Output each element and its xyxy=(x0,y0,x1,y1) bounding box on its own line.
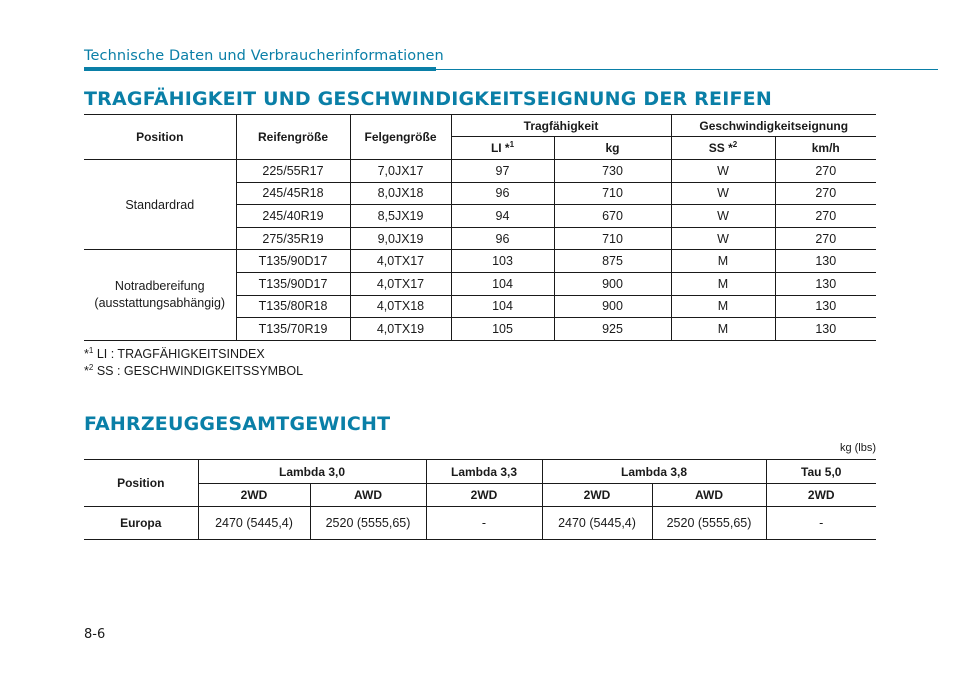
table-cell: 710 xyxy=(554,182,671,205)
table-cell: 900 xyxy=(554,272,671,295)
table-cell: 2520 (5555,65) xyxy=(652,507,766,540)
table-cell: 96 xyxy=(451,182,554,205)
table-cell: 105 xyxy=(451,318,554,341)
table-cell: 270 xyxy=(775,182,876,205)
col-header-kmh: km/h xyxy=(775,137,876,160)
table-cell: 94 xyxy=(451,205,554,228)
footnote-1-text: LI : TRAGFÄHIGKEITSINDEX xyxy=(96,347,265,361)
col-header-kg: kg xyxy=(554,137,671,160)
table-cell: W xyxy=(671,205,775,228)
table-cell: 103 xyxy=(451,250,554,273)
col-header-position: Position xyxy=(84,115,236,160)
table-cell: W xyxy=(671,227,775,250)
col-header-load-capacity: Tragfähigkeit xyxy=(451,115,671,137)
table-cell: 2470 (5445,4) xyxy=(198,507,310,540)
weight-header-drive: AWD xyxy=(310,484,426,507)
col-header-speed-rating: Geschwindigkeitseignung xyxy=(671,115,876,137)
footnote-2-text: SS : GESCHWINDIGKEITSSYMBOL xyxy=(96,364,304,378)
table-cell: 270 xyxy=(775,227,876,250)
table-cell: 245/45R18 xyxy=(236,182,350,205)
table-cell: 2470 (5445,4) xyxy=(542,507,652,540)
col-header-li xyxy=(451,137,554,160)
table-cell: 4,0TX17 xyxy=(350,272,451,295)
table-cell: 104 xyxy=(451,295,554,318)
spare-position-line1: Notradbereifung xyxy=(114,279,205,294)
weight-header-drive: 2WD xyxy=(542,484,652,507)
table-cell: 270 xyxy=(775,205,876,228)
header-rule-thick xyxy=(84,67,436,71)
table-cell: 275/35R19 xyxy=(236,227,350,250)
table-cell: 900 xyxy=(554,295,671,318)
table-cell: 710 xyxy=(554,227,671,250)
table-cell: 4,0TX18 xyxy=(350,295,451,318)
li-label: LI * xyxy=(490,141,510,155)
footnote-1-sup: 1 xyxy=(88,345,94,355)
table-cell: - xyxy=(766,507,876,540)
weight-header-engine: Lambda 3,8 xyxy=(542,460,766,484)
weight-section-title: FAHRZEUGGESAMTGEWICHT xyxy=(84,413,391,435)
tire-table xyxy=(84,114,876,341)
table-cell: M xyxy=(671,272,775,295)
table-cell: 4,0TX17 xyxy=(350,250,451,273)
page-number: 8-6 xyxy=(84,627,106,642)
spare-position-line2: (ausstattungsabhängig) xyxy=(94,296,226,311)
table-cell: 925 xyxy=(554,318,671,341)
table-cell: T135/80R18 xyxy=(236,295,350,318)
table-cell: 96 xyxy=(451,227,554,250)
table-cell: M xyxy=(671,295,775,318)
footnote-2 xyxy=(84,364,303,378)
footnote-2-mark: * xyxy=(84,364,89,378)
table-cell: 225/55R17 xyxy=(236,160,350,183)
table-cell: 130 xyxy=(775,272,876,295)
table-cell: T135/70R19 xyxy=(236,318,350,341)
col-header-rim-size: Felgengröße xyxy=(350,115,451,160)
weight-header-engine: Lambda 3,0 xyxy=(198,460,426,484)
footnote-1-mark: * xyxy=(84,347,89,361)
weight-table xyxy=(84,459,876,540)
position-cell-standard: Standardrad xyxy=(84,160,236,250)
table-cell: 130 xyxy=(775,295,876,318)
table-cell: 130 xyxy=(775,318,876,341)
table-cell: 270 xyxy=(775,160,876,183)
table-cell: M xyxy=(671,318,775,341)
ss-footnote-mark: 2 xyxy=(732,140,738,149)
table-cell: 4,0TX19 xyxy=(350,318,451,341)
unit-label: kg (lbs) xyxy=(839,442,876,454)
table-cell: 130 xyxy=(775,250,876,273)
tire-table-body xyxy=(84,160,876,341)
ss-label: SS * xyxy=(708,141,733,155)
table-cell: T135/90D17 xyxy=(236,272,350,295)
position-cell-spare xyxy=(84,250,236,340)
table-cell: 2520 (5555,65) xyxy=(310,507,426,540)
table-cell: 7,0JX17 xyxy=(350,160,451,183)
col-header-tire-size: Reifengröße xyxy=(236,115,350,160)
table-cell: 8,0JX18 xyxy=(350,182,451,205)
footnote-1 xyxy=(84,347,265,361)
col-header-ss xyxy=(671,137,775,160)
table-cell: 730 xyxy=(554,160,671,183)
weight-header-engine: Lambda 3,3 xyxy=(426,460,542,484)
li-footnote-mark: 1 xyxy=(509,140,515,149)
table-cell: W xyxy=(671,182,775,205)
weight-header-position: Position xyxy=(84,460,198,507)
weight-header-drive: 2WD xyxy=(426,484,542,507)
weight-row-label: Europa xyxy=(84,507,198,540)
table-cell: T135/90D17 xyxy=(236,250,350,273)
tire-section-title: TRAGFÄHIGKEIT UND GESCHWINDIGKEITSEIGNUNG DER REIFEN xyxy=(84,88,772,110)
table-cell: 104 xyxy=(451,272,554,295)
table-cell: W xyxy=(671,160,775,183)
table-cell: 9,0JX19 xyxy=(350,227,451,250)
table-cell: 670 xyxy=(554,205,671,228)
table-cell: 97 xyxy=(451,160,554,183)
table-cell: M xyxy=(671,250,775,273)
footnote-2-sup: 2 xyxy=(88,362,94,372)
header-rule-thin xyxy=(436,69,938,71)
table-cell: - xyxy=(426,507,542,540)
weight-header-drive: AWD xyxy=(652,484,766,507)
table-cell: 8,5JX19 xyxy=(350,205,451,228)
weight-header-drive: 2WD xyxy=(198,484,310,507)
table-cell: 875 xyxy=(554,250,671,273)
page-header-title: Technische Daten und Verbraucherinformationen xyxy=(84,48,444,64)
weight-header-drive: 2WD xyxy=(766,484,876,507)
weight-header-engine: Tau 5,0 xyxy=(766,460,876,484)
table-cell: 245/40R19 xyxy=(236,205,350,228)
